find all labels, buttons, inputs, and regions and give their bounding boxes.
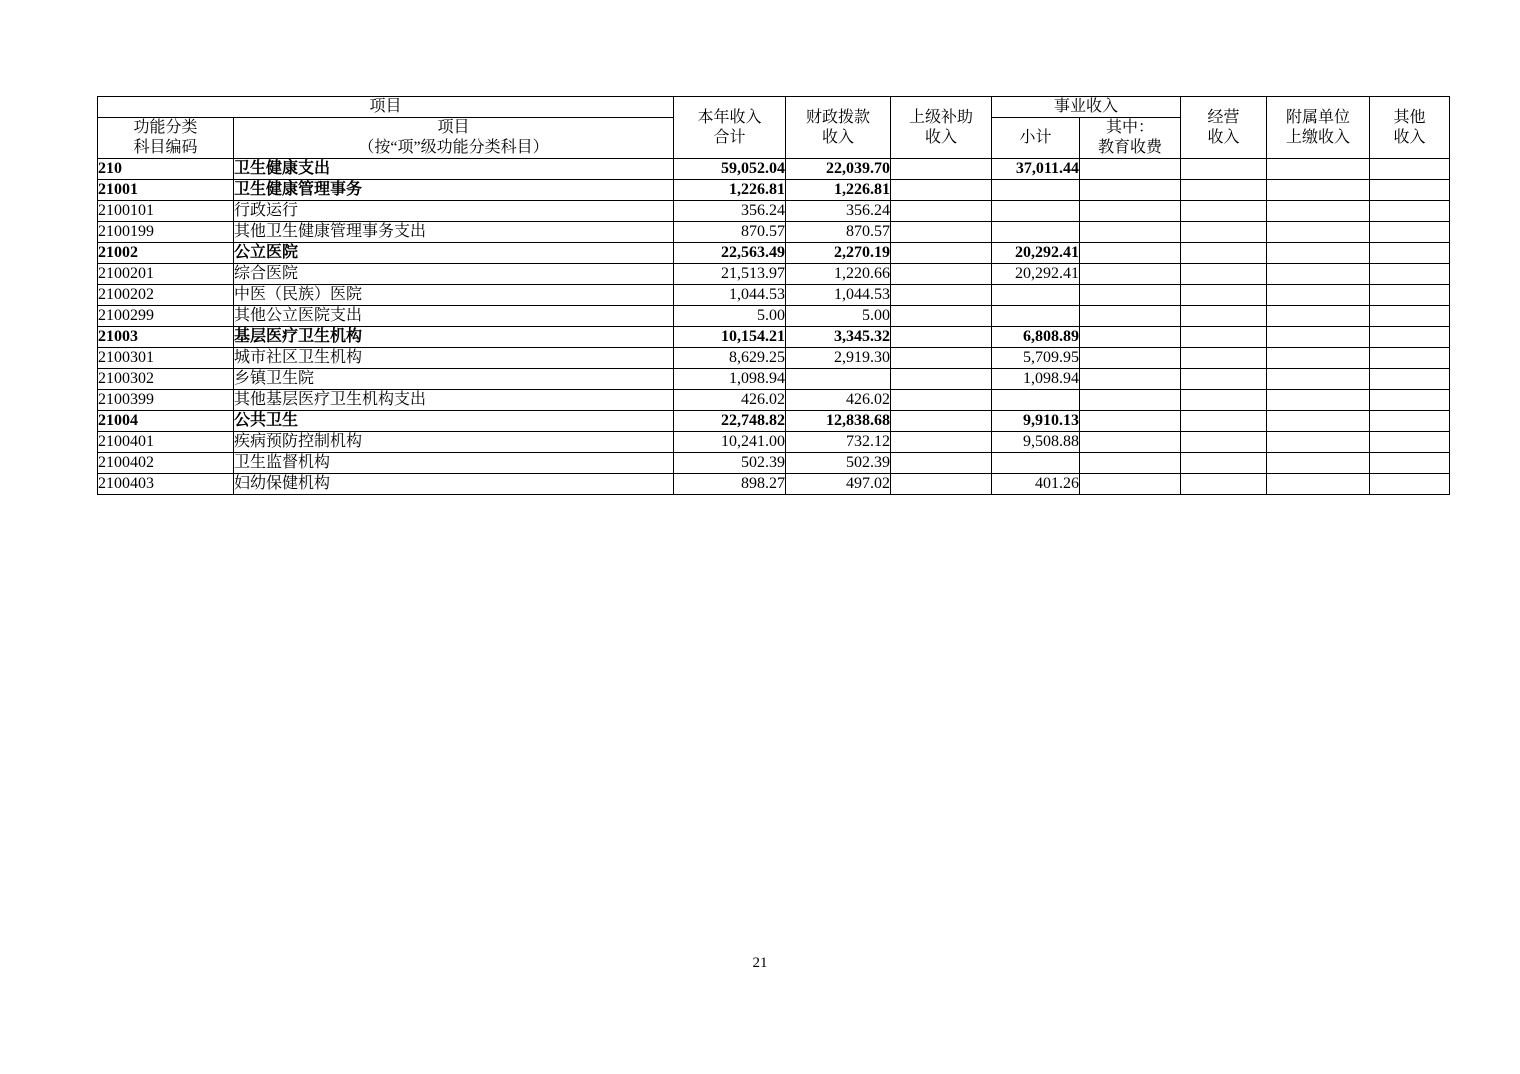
header-code-line1: 功能分类 [133,119,198,136]
row-other [1370,348,1450,369]
row-operating [1181,474,1267,495]
row-superior [891,369,992,390]
row-attached [1267,369,1370,390]
row-business-edu [1080,285,1181,306]
header-business-group: 事业收入 [992,97,1181,118]
row-item-name: 公立医院 [234,243,674,264]
row-superior [891,306,992,327]
row-code: 2100402 [98,453,234,474]
row-attached [1267,306,1370,327]
row-business-edu [1080,474,1181,495]
row-item-name: 基层医疗卫生机构 [234,327,674,348]
row-business-sub: 20,292.41 [992,243,1080,264]
row-business-sub: 1,098.94 [992,369,1080,390]
header-total [674,97,786,159]
header-attached [1267,97,1370,159]
row-item-name: 其他公立医院支出 [234,306,674,327]
row-item-name: 卫生健康管理事务 [234,180,674,201]
row-attached [1267,474,1370,495]
row-superior [891,180,992,201]
header-business-edu [1080,118,1181,159]
row-business-edu [1080,306,1181,327]
row-code: 210 [98,159,234,180]
row-business-sub [992,201,1080,222]
table-row [98,159,1450,180]
header-attached-line2: 上缴收入 [1286,128,1351,146]
row-attached [1267,390,1370,411]
row-item-name: 中医（民族）医院 [234,285,674,306]
row-code: 2100403 [98,474,234,495]
row-business-sub: 37,011.44 [992,159,1080,180]
header-fiscal-line2: 收入 [822,128,855,146]
row-total: 22,563.49 [674,243,786,264]
row-superior [891,348,992,369]
row-item-name: 卫生健康支出 [234,159,674,180]
row-code: 21001 [98,180,234,201]
row-total: 898.27 [674,474,786,495]
row-total: 10,241.00 [674,432,786,453]
row-code: 2100101 [98,201,234,222]
row-item-name: 卫生监督机构 [234,453,674,474]
header-fiscal-line1: 财政拨款 [806,108,871,126]
row-code: 2100201 [98,264,234,285]
table-row [98,264,1450,285]
table-row [98,369,1450,390]
budget-table [97,96,1450,495]
row-total: 356.24 [674,201,786,222]
row-other [1370,222,1450,243]
row-other [1370,390,1450,411]
row-attached [1267,285,1370,306]
row-code: 21002 [98,243,234,264]
row-total: 870.57 [674,222,786,243]
row-operating [1181,285,1267,306]
header-total-line1: 本年收入 [697,108,762,126]
row-other [1370,285,1450,306]
table-row [98,474,1450,495]
row-business-sub: 401.26 [992,474,1080,495]
header-operating-line2: 收入 [1207,128,1240,146]
row-attached [1267,432,1370,453]
header-item [234,118,674,159]
row-operating [1181,348,1267,369]
header-item-line1: 项目 [437,119,470,136]
row-fiscal: 356.24 [786,201,891,222]
row-operating [1181,411,1267,432]
header-business-edu-line2: 教育收费 [1098,139,1163,156]
row-business-sub: 9,910.13 [992,411,1080,432]
header-superior-line1: 上级补助 [909,108,974,126]
row-fiscal: 5.00 [786,306,891,327]
row-code: 2100199 [98,222,234,243]
row-superior [891,390,992,411]
row-other [1370,474,1450,495]
table-row [98,180,1450,201]
row-other [1370,369,1450,390]
row-total: 22,748.82 [674,411,786,432]
row-item-name: 疾病预防控制机构 [234,432,674,453]
row-total: 59,052.04 [674,159,786,180]
row-operating [1181,201,1267,222]
row-attached [1267,327,1370,348]
header-item-group: 项目 [98,97,674,118]
row-business-sub [992,222,1080,243]
header-other-line2: 收入 [1393,128,1426,146]
row-item-name: 其他卫生健康管理事务支出 [234,222,674,243]
row-business-edu [1080,453,1181,474]
row-other [1370,306,1450,327]
header-business-sub: 小计 [992,118,1080,159]
row-total: 10,154.21 [674,327,786,348]
row-business-sub [992,285,1080,306]
table-row [98,222,1450,243]
row-operating [1181,306,1267,327]
row-business-edu [1080,369,1181,390]
row-other [1370,432,1450,453]
row-business-sub: 5,709.95 [992,348,1080,369]
row-code: 2100399 [98,390,234,411]
row-code: 2100401 [98,432,234,453]
table-header [98,97,1450,159]
header-operating [1181,97,1267,159]
row-fiscal: 22,039.70 [786,159,891,180]
header-business-edu-line1: 其中： [1106,119,1155,136]
header-attached-line1: 附属单位 [1286,108,1351,126]
row-total: 1,098.94 [674,369,786,390]
table-row [98,411,1450,432]
row-total: 8,629.25 [674,348,786,369]
table-row [98,243,1450,264]
row-fiscal: 1,220.66 [786,264,891,285]
header-fiscal [786,97,891,159]
header-operating-line1: 经营 [1207,108,1240,126]
row-item-name: 妇幼保健机构 [234,474,674,495]
row-total: 1,044.53 [674,285,786,306]
table-body [98,159,1450,495]
row-attached [1267,243,1370,264]
row-attached [1267,180,1370,201]
row-attached [1267,201,1370,222]
row-item-name: 城市社区卫生机构 [234,348,674,369]
row-item-name: 其他基层医疗卫生机构支出 [234,390,674,411]
row-business-sub: 9,508.88 [992,432,1080,453]
row-superior [891,159,992,180]
row-code: 2100301 [98,348,234,369]
row-operating [1181,243,1267,264]
row-code: 2100299 [98,306,234,327]
row-superior [891,264,992,285]
table-row [98,390,1450,411]
row-other [1370,327,1450,348]
row-code: 2100202 [98,285,234,306]
row-other [1370,180,1450,201]
row-total: 1,226.81 [674,180,786,201]
row-attached [1267,264,1370,285]
row-business-edu [1080,390,1181,411]
header-other [1370,97,1450,159]
row-total: 426.02 [674,390,786,411]
row-other [1370,411,1450,432]
row-superior [891,201,992,222]
header-code [98,118,234,159]
row-code: 2100302 [98,369,234,390]
header-code-line2: 科目编码 [133,139,198,156]
row-fiscal: 497.02 [786,474,891,495]
row-fiscal: 1,044.53 [786,285,891,306]
row-fiscal: 3,345.32 [786,327,891,348]
row-operating [1181,390,1267,411]
row-business-edu [1080,264,1181,285]
row-business-sub: 20,292.41 [992,264,1080,285]
row-business-edu [1080,327,1181,348]
row-fiscal: 870.57 [786,222,891,243]
row-business-sub [992,306,1080,327]
budget-table-container [97,96,1424,495]
row-operating [1181,432,1267,453]
table-row [98,201,1450,222]
row-superior [891,327,992,348]
row-fiscal: 732.12 [786,432,891,453]
header-row-1 [98,97,1450,118]
row-business-edu [1080,159,1181,180]
row-attached [1267,348,1370,369]
row-fiscal: 2,270.19 [786,243,891,264]
row-superior [891,222,992,243]
row-operating [1181,222,1267,243]
row-fiscal [786,369,891,390]
row-code: 21004 [98,411,234,432]
row-other [1370,159,1450,180]
row-superior [891,474,992,495]
page-number: 21 [752,955,768,971]
row-fiscal: 426.02 [786,390,891,411]
row-code: 21003 [98,327,234,348]
row-attached [1267,159,1370,180]
row-total: 21,513.97 [674,264,786,285]
row-superior [891,243,992,264]
row-business-sub: 6,808.89 [992,327,1080,348]
table-row [98,306,1450,327]
row-business-sub [992,390,1080,411]
row-operating [1181,264,1267,285]
row-operating [1181,453,1267,474]
row-operating [1181,159,1267,180]
row-total: 502.39 [674,453,786,474]
row-other [1370,243,1450,264]
table-row [98,453,1450,474]
row-fiscal: 2,919.30 [786,348,891,369]
row-attached [1267,453,1370,474]
row-superior [891,453,992,474]
row-total: 5.00 [674,306,786,327]
row-business-edu [1080,243,1181,264]
table-row [98,432,1450,453]
row-business-edu [1080,411,1181,432]
row-operating [1181,369,1267,390]
row-operating [1181,327,1267,348]
row-business-edu [1080,201,1181,222]
row-business-edu [1080,348,1181,369]
row-business-sub [992,453,1080,474]
row-other [1370,264,1450,285]
header-total-line2: 合计 [713,128,746,146]
header-item-line2: （按“项”级功能分类科目） [358,139,549,156]
header-superior [891,97,992,159]
row-superior [891,411,992,432]
row-item-name: 乡镇卫生院 [234,369,674,390]
row-business-edu [1080,222,1181,243]
row-item-name: 行政运行 [234,201,674,222]
row-business-edu [1080,180,1181,201]
row-attached [1267,222,1370,243]
row-attached [1267,411,1370,432]
row-business-sub [992,180,1080,201]
table-row [98,327,1450,348]
row-fiscal: 502.39 [786,453,891,474]
header-superior-line2: 收入 [925,128,958,146]
row-item-name: 综合医院 [234,264,674,285]
header-other-line1: 其他 [1393,108,1426,126]
row-item-name: 公共卫生 [234,411,674,432]
row-superior [891,432,992,453]
row-superior [891,285,992,306]
table-row [98,348,1450,369]
row-fiscal: 12,838.68 [786,411,891,432]
row-other [1370,201,1450,222]
row-business-edu [1080,432,1181,453]
row-operating [1181,180,1267,201]
table-row [98,285,1450,306]
row-fiscal: 1,226.81 [786,180,891,201]
row-other [1370,453,1450,474]
